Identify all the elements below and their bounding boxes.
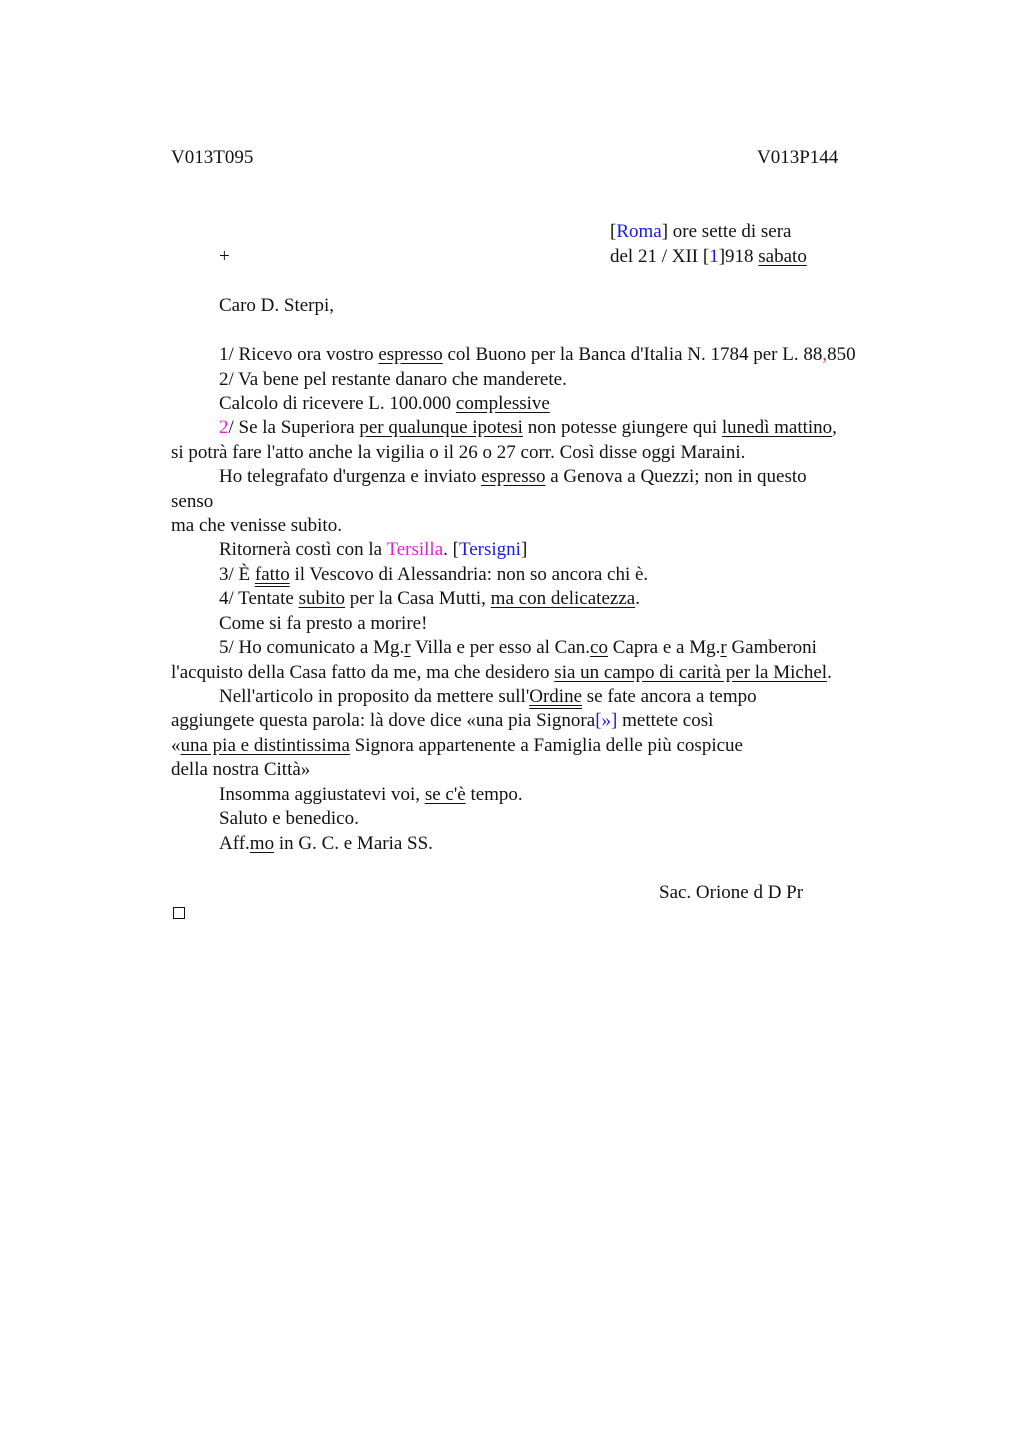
body-line-1: 1/ Ricevo ora vostro espresso col Buono per la Banca d'Italia N. 1784 per L. 88,850 — [219, 344, 856, 365]
body-line-20: Saluto e benedico. — [219, 808, 359, 829]
body-line-21: Aff.mo in G. C. e Maria SS. — [219, 833, 433, 854]
end-square-mark — [173, 907, 185, 919]
cross-mark: + — [219, 246, 230, 267]
year-rest: 918 — [725, 246, 759, 267]
date-line: del 21 / XII [1]918 sabato — [610, 246, 807, 267]
body-line-12: Come si fa presto a morire! — [219, 613, 428, 634]
year-bracket: 1 — [709, 246, 719, 267]
body-line-14: l'acquisto della Casa fatto da me, ma che desidero sia un campo di carità per la Michel. — [171, 662, 832, 683]
body-line-11: 4/ Tentate subito per la Casa Mutti, ma con delicatezza. — [219, 588, 640, 609]
body-line-5: si potrà fare l'atto anche la vigilia o il 26 o 27 corr. Così disse oggi Maraini. — [171, 442, 746, 463]
date-prefix: del 21 / XII — [610, 246, 703, 267]
header-right-code: V013P144 — [757, 147, 839, 168]
header-left-code: V013T095 — [171, 147, 254, 168]
body-line-16: aggiungete questa parola: là dove dice «una pia Signora[»] mettete così — [171, 710, 714, 731]
body-line-13: 5/ Ho comunicato a Mg.r Villa e per esso al Can.co Capra e a Mg.r Gamberoni — [219, 637, 817, 658]
place-bracket: Roma — [616, 221, 662, 242]
body-line-18: della nostra Città» — [171, 759, 311, 780]
body-line-7: senso — [171, 491, 214, 512]
place-line: [Roma] ore sette di sera — [610, 221, 792, 242]
day: sabato — [758, 246, 807, 267]
body-line-2: 2/ Va bene pel restante danaro che manderete. — [219, 369, 567, 390]
body-line-9: Ritornerà costì con la Tersilla. [Tersigni] — [219, 539, 528, 560]
place-rest: ore sette di sera — [668, 221, 792, 242]
signature: Sac. Orione d D Pr — [659, 882, 804, 903]
body-line-10: 3/ È fatto il Vescovo di Alessandria: non so ancora chi è. — [219, 564, 649, 585]
body-line-4: 2/ Se la Superiora per qualunque ipotesi non potesse giungere qui lunedì mattino, — [219, 417, 837, 438]
body-line-6: Ho telegrafato d'urgenza e inviato espresso a Genova a Quezzi; non in questo — [219, 466, 807, 487]
body-line-17: «una pia e distintissima Signora appartenente a Famiglia delle più cospicue — [171, 735, 743, 756]
body-line-8: ma che venisse subito. — [171, 515, 342, 536]
body-line-3: Calcolo di ricevere L. 100.000 complessive — [219, 393, 550, 414]
greeting: Caro D. Sterpi, — [219, 295, 335, 316]
body-line-19: Insomma aggiustatevi voi, se c'è tempo. — [219, 784, 523, 805]
body-line-15: Nell'articolo in proposito da mettere sull'Ordine se fate ancora a tempo — [219, 686, 757, 707]
